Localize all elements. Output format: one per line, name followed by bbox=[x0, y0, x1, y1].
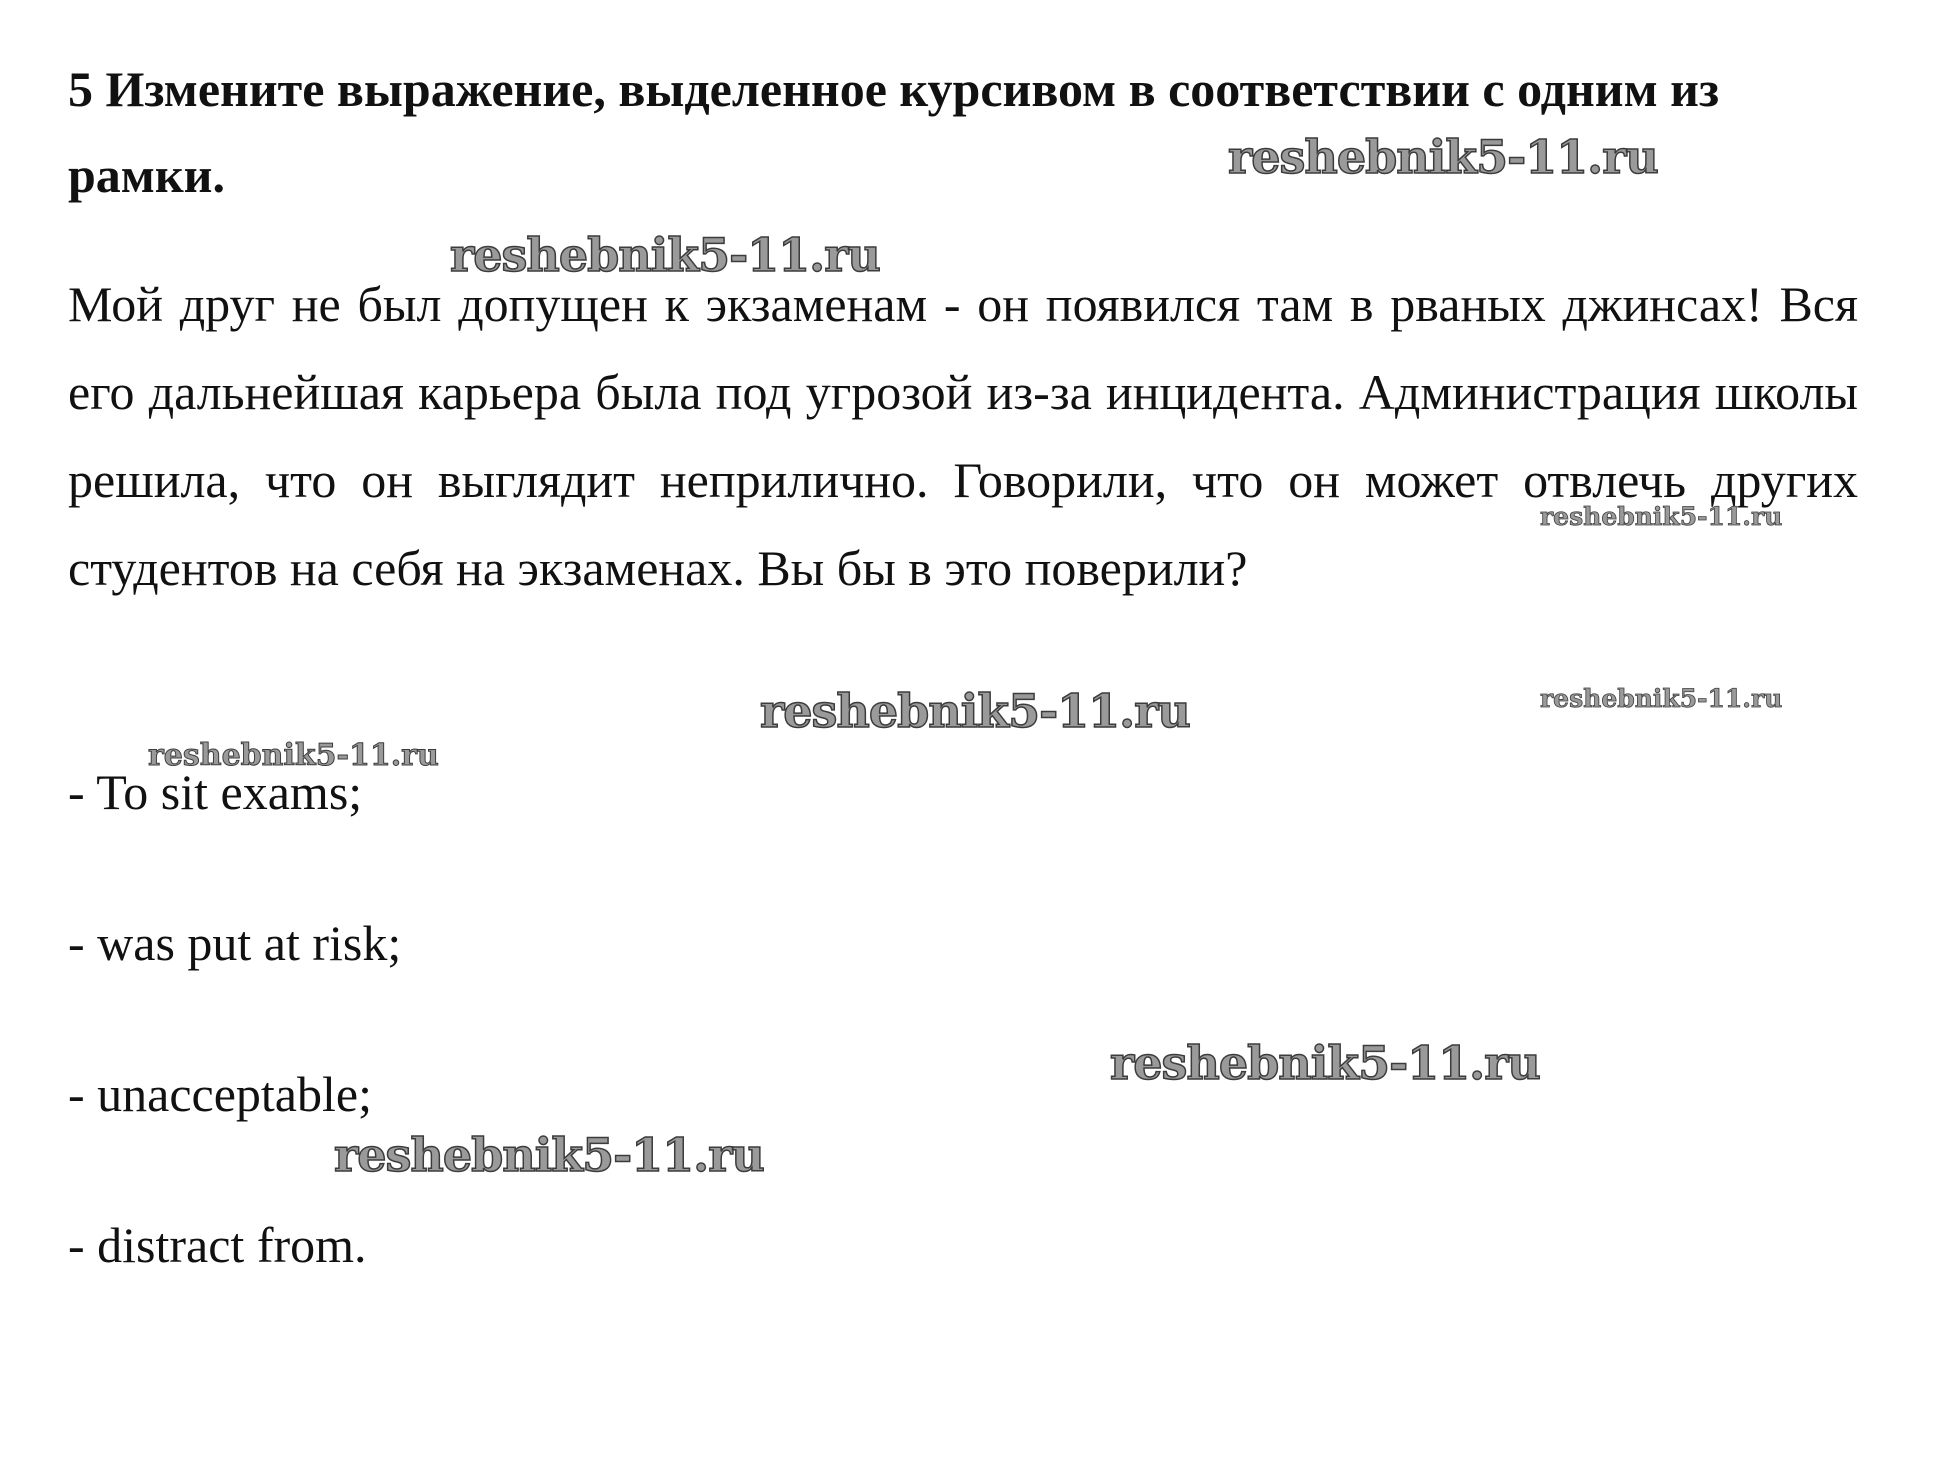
options-list bbox=[68, 760, 401, 1364]
watermark: reshebnik5-11.ru bbox=[760, 684, 1190, 738]
option-item: - unacceptable; bbox=[68, 1066, 372, 1122]
option-item: - To sit exams; bbox=[68, 764, 363, 820]
passage-text: Мой друг не был допущен к экзаменам - он появился там в рваных джинсах! Вся его дальнейшая карьера была под угрозой из-за инцидента. Администрация школы решила, что он выглядит неприлично. Говорили, что он может отвлечь других студентов на себя на экзаменах. Вы бы в это поверили? bbox=[68, 276, 1858, 596]
option-item: - was put at risk; bbox=[68, 915, 402, 971]
watermark: reshebnik5-11.ru bbox=[148, 738, 439, 773]
watermark: reshebnik5-11.ru bbox=[1540, 502, 1783, 531]
watermark: reshebnik5-11.ru bbox=[334, 1128, 764, 1182]
watermark: reshebnik5-11.ru bbox=[1110, 1036, 1540, 1090]
option-item: - distract from. bbox=[68, 1217, 367, 1273]
task-heading: 5 Измените выражение, выделенное курсивом в соответствии с одним из рамки. bbox=[68, 61, 1720, 203]
watermark: reshebnik5-11.ru bbox=[1540, 684, 1783, 713]
watermark: reshebnik5-11.ru bbox=[450, 228, 880, 282]
watermark: reshebnik5-11.ru bbox=[1228, 130, 1658, 184]
